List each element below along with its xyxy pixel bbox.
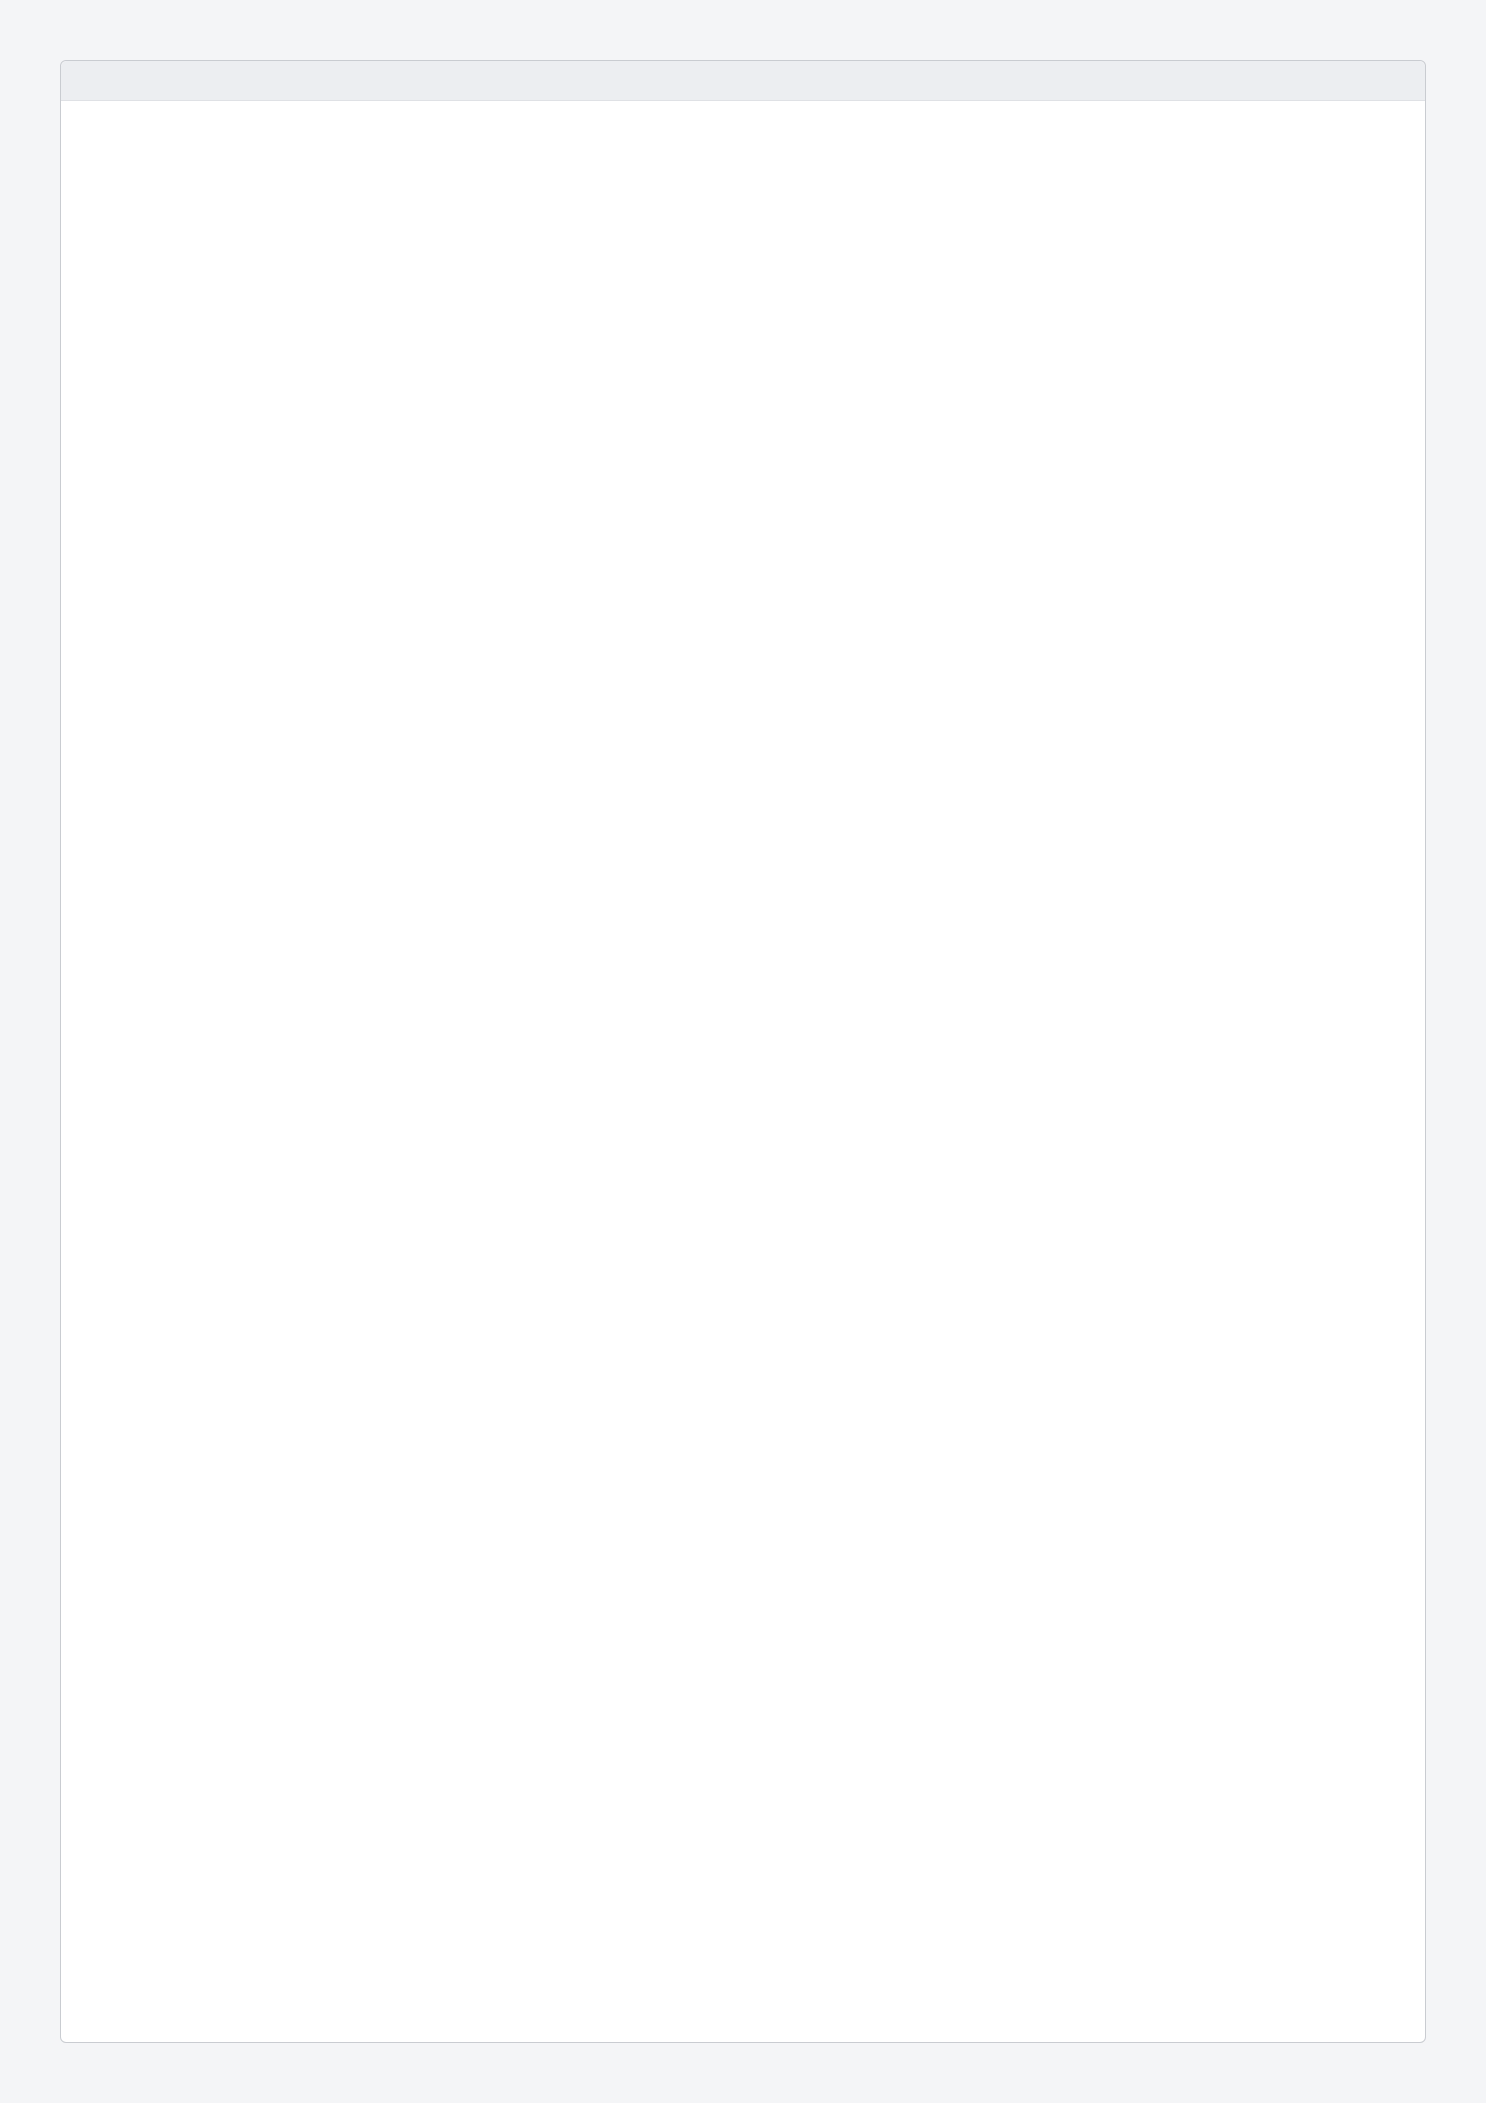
main-content xyxy=(61,101,1425,2042)
title-bar xyxy=(61,61,1425,101)
app-window xyxy=(60,60,1426,2043)
